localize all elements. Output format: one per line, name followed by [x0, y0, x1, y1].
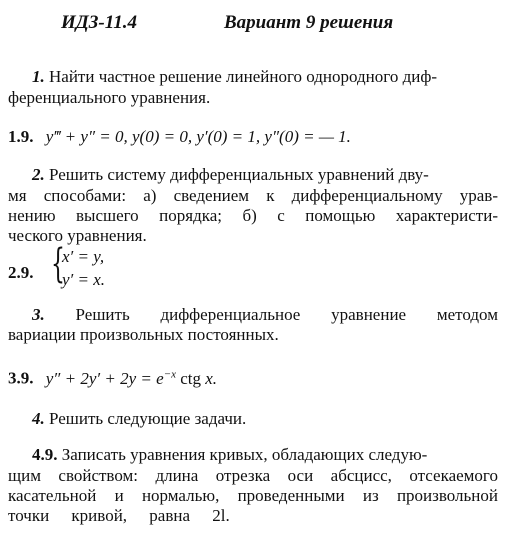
task3-exponent: −x [163, 368, 176, 380]
task4-statement-line1 [32, 408, 246, 429]
task4-problem-line2: щим свойством: длина отрезка оси абсцисс, отсекаемого [8, 466, 498, 485]
task1-problem-label: 1.9. [8, 127, 34, 146]
task2-statement-line1 [32, 164, 429, 185]
task1-text-1: Найти частное решение линейного однородного диф- [49, 67, 437, 86]
task4-problem-line3: касательной и нормалью, проведенными из произвольной [8, 486, 498, 505]
task1-problem [8, 126, 351, 147]
task2-statement-line2: мя способами: а) сведением к дифференциальному урав- [8, 186, 498, 205]
task3-text-1: Решить дифференциальное уравнение методом [75, 305, 498, 324]
task3-statement-line1 [32, 304, 498, 325]
task3-equation: $y'' + 2y' + 2y = e^{-x}$ ctg x. [45, 368, 218, 388]
task3-var: x. [205, 368, 218, 388]
task2-eq1: x′ = y, [62, 247, 105, 266]
doc-code: ИДЗ-11.4 [61, 12, 137, 33]
task2-text-1: Решить систему дифференциальных уравнений дву- [49, 165, 429, 184]
task3-func: ctg [175, 368, 206, 388]
task2-number: 2. [32, 165, 45, 184]
task3-statement-line2: вариации произвольных постоянных. [8, 325, 279, 344]
system-brace: { [51, 241, 65, 287]
task2-problem-label: 2.9. [8, 263, 34, 282]
task1-number: 1. [32, 67, 45, 86]
task4-number: 4. [32, 409, 45, 428]
task3-problem-label: 3.9. [8, 368, 34, 388]
task3-problem [8, 364, 217, 389]
task4-problem-line4: точки кривой, равна 2l. [8, 506, 230, 525]
task1-statement-line2: ференциального уравнения. [8, 88, 211, 107]
task3-number: 3. [32, 305, 45, 324]
task4-text-2: Записать уравнения кривых, обладающих следую- [61, 445, 428, 464]
task4-problem-line1 [32, 444, 427, 465]
task2-eq2: y′ = x. [62, 270, 106, 289]
task4-problem-label: 4.9. [32, 445, 58, 464]
variant-title: Вариант 9 решения [224, 12, 394, 33]
task4-text-1: Решить следующие задачи. [49, 409, 247, 428]
task1-equation: y‴ + y″ = 0, y(0) = 0, y′(0) = 1, y″(0) = — 1. [45, 127, 351, 146]
task1-statement-line1 [32, 66, 437, 87]
task2-statement-line3: нению высшего порядка; б) с помощью характеристи- [8, 206, 498, 225]
task2-statement-line4: ческого уравнения. [8, 226, 147, 245]
